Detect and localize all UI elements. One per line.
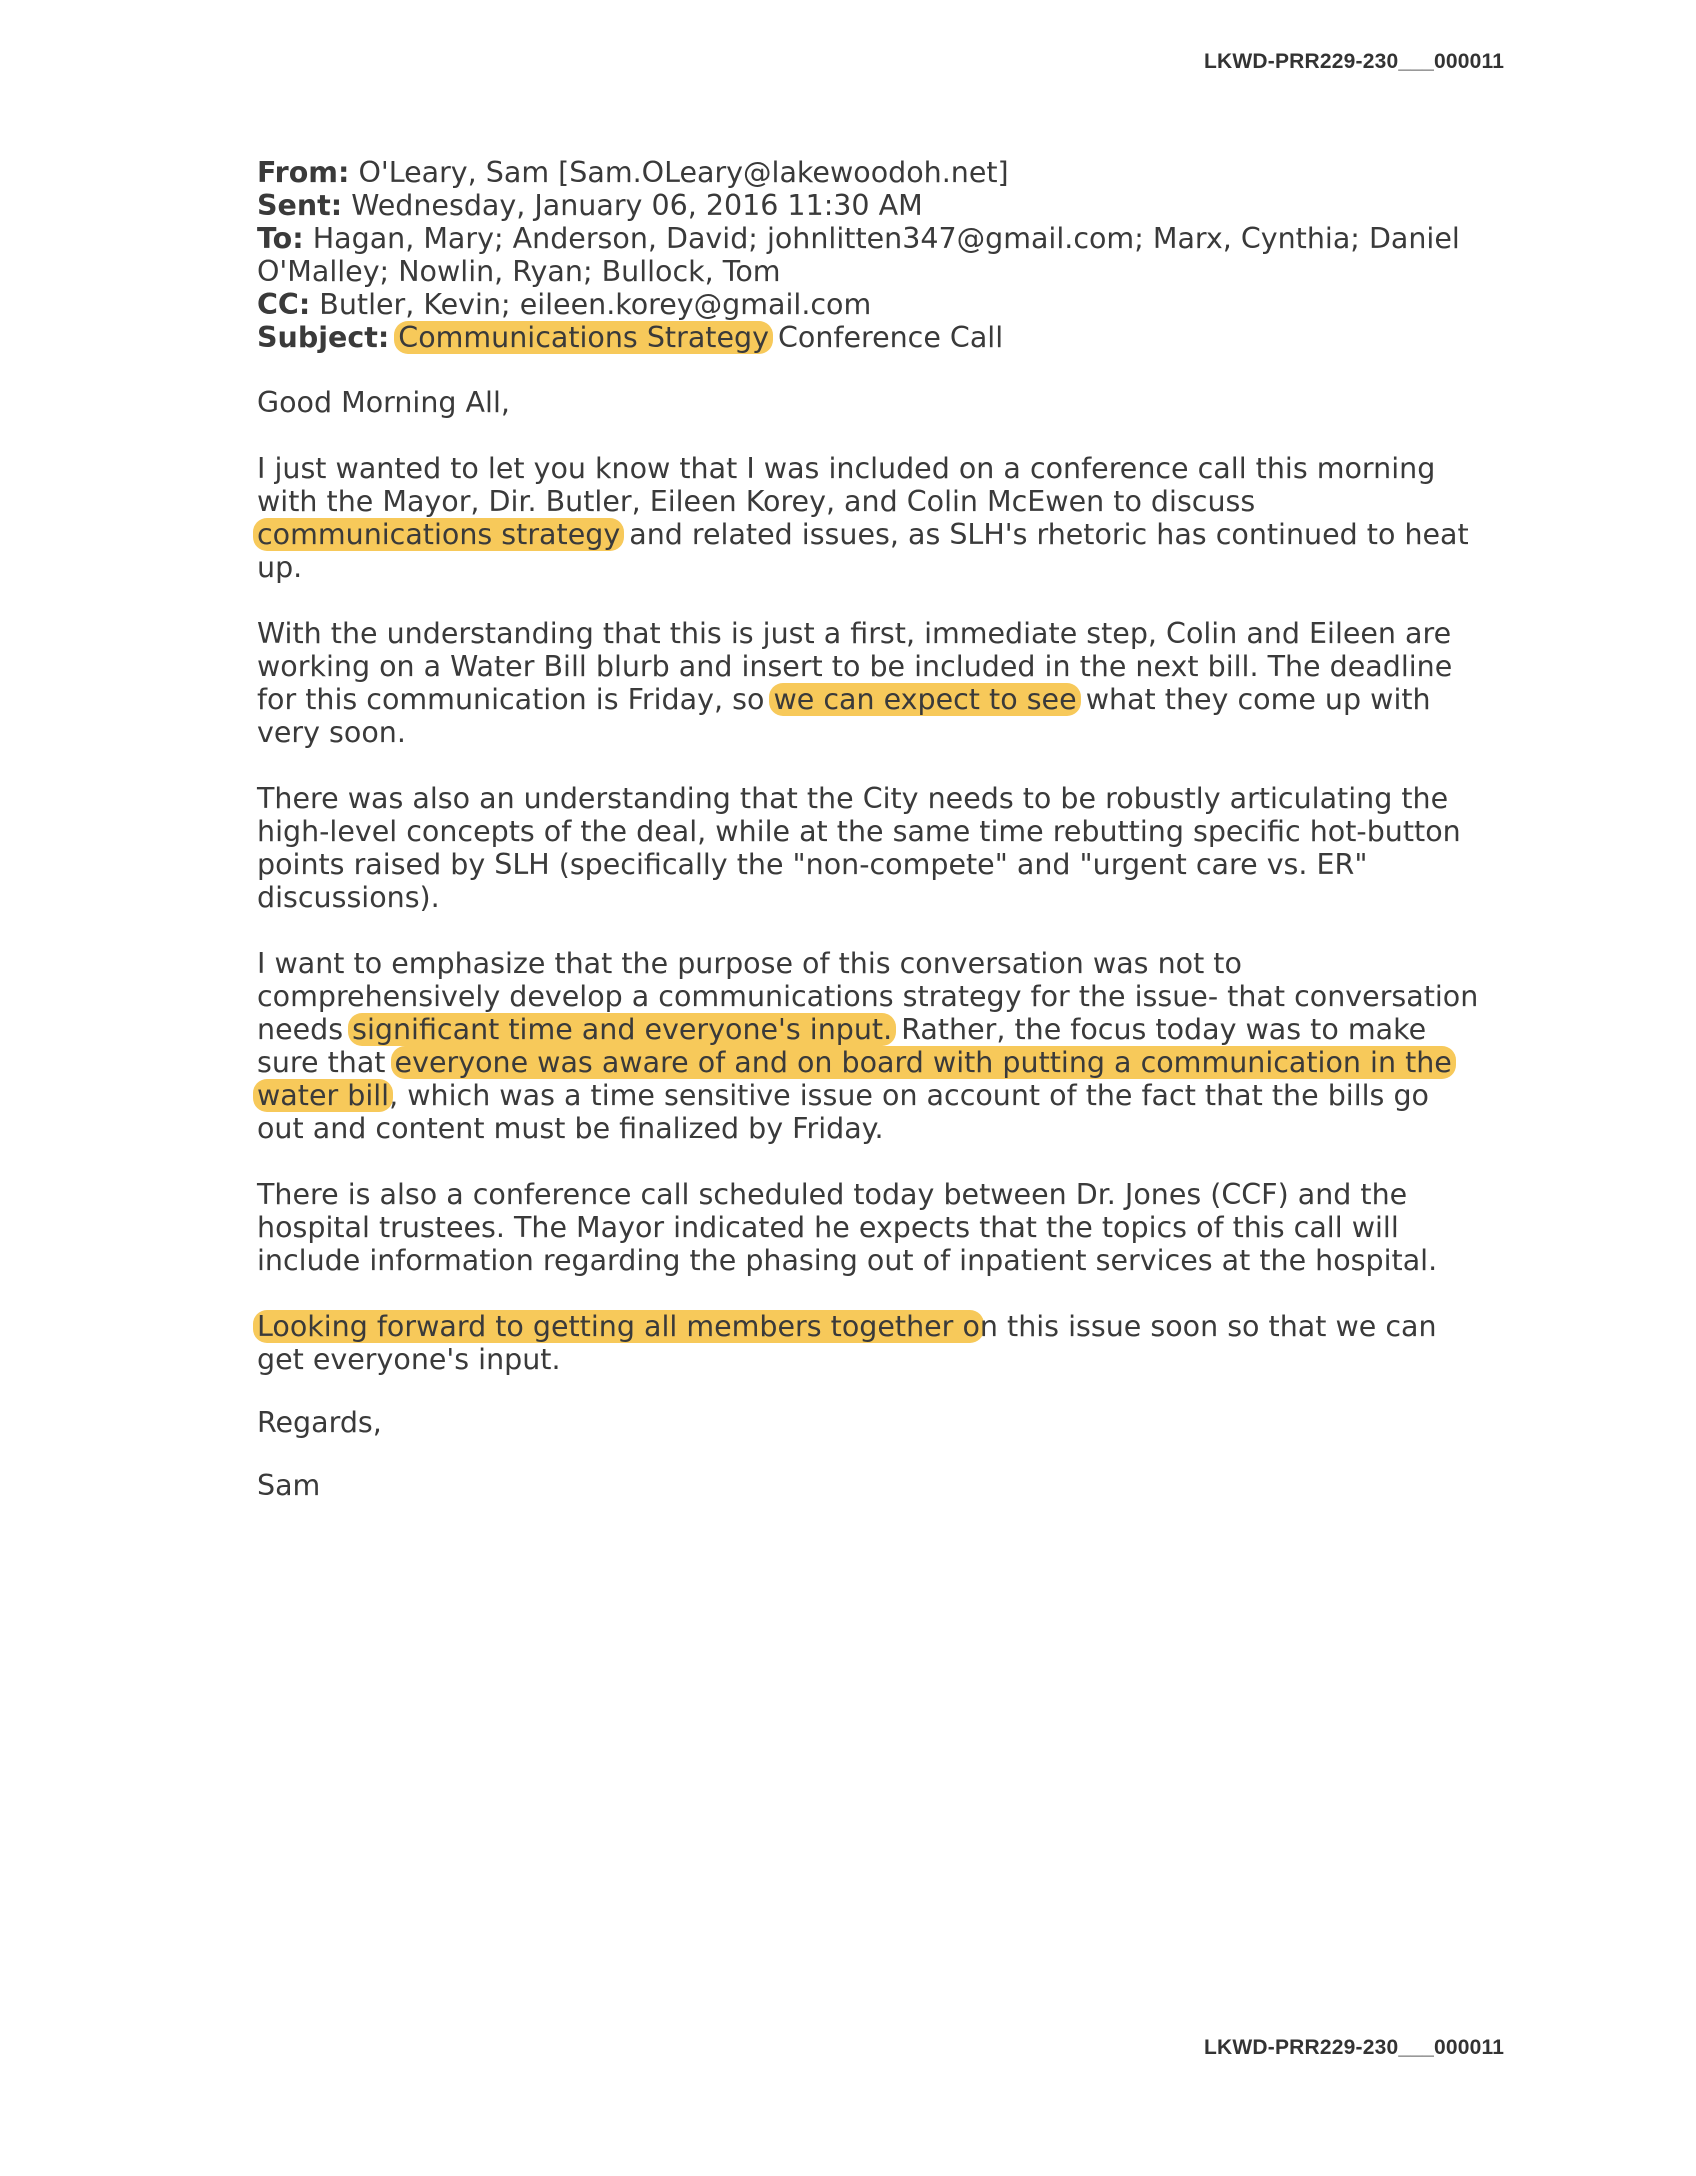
paragraph-1-text-b: and related issues, as SLH's rhetoric has continued to heat up. [257,518,1469,584]
paragraph-4 [257,947,1482,1145]
paragraph-4-highlight-1: significant time and everyone's input. [348,1013,896,1046]
sent-label: Sent: [257,189,343,222]
subject-line [257,321,1482,354]
paragraph-4-highlight-2: everyone was aware of and on board with putting a communication in the water bill [253,1046,1456,1112]
subject-rest: Conference Call [778,321,1004,354]
paragraph-2 [257,617,1482,749]
subject-label: Subject: [257,321,390,354]
paragraph-2-highlight: we can expect to see [769,683,1080,716]
to-line [257,222,1482,288]
paragraph-1 [257,452,1482,584]
paragraph-2-text-b: what they come up with very soon. [257,683,1431,749]
from-label: From: [257,156,350,189]
paragraph-2-text-a: With the understanding that this is just a first, immediate step, Colin and Eileen are working on a Water Bill blurb and insert to be included in the next bill. The deadline for this communication is Friday, so [257,617,1453,716]
signature: Sam [257,1469,321,1502]
paragraph-6 [257,1310,1482,1376]
paragraph-3: There was also an understanding that the City needs to be robustly articulating the high-level concepts of the deal, while at the same time rebutting specific hot-button points raised by SLH (specifically the "non-compete" and "urgent care vs. ER" discussions). [257,782,1461,914]
sent-value: Wednesday, January 06, 2016 11:30 AM [351,189,923,222]
email-document [257,156,1482,1502]
paragraph-4-text-a: I want to emphasize that the purpose of this conversation was not to comprehensively develop a communications strategy for the issue- that conversation needs [257,947,1479,1046]
paragraph-6-text: n this issue soon so that we can get everyone's input. [257,1310,1437,1376]
subject-highlight: Communications Strategy [394,321,773,354]
from-value: O'Leary, Sam [Sam.OLeary@lakewoodoh.net] [358,156,1009,189]
closing: Regards, [257,1406,382,1439]
email-header [257,156,1482,354]
paragraph-1-highlight: communications strategy [253,518,624,551]
to-label: To: [257,222,304,255]
from-line [257,156,1482,189]
paragraph-4-text-b: Rather, the focus today was to make sure that [257,1013,1427,1079]
paragraph-1-text-a: I just wanted to let you know that I was included on a conference call this morning with the Mayor, Dir. Butler, Eileen Korey, and Colin McEwen to discuss [257,452,1436,518]
sent-line [257,189,1482,222]
paragraph-5: There is also a conference call scheduled today between Dr. Jones (CCF) and the hospital trustees. The Mayor indicated he expects that the topics of this call will include information regarding the phasing out of inpatient services at the hospital. [257,1178,1438,1277]
cc-value: Butler, Kevin; eileen.korey@gmail.com [319,288,872,321]
cc-line [257,288,1482,321]
greeting: Good Morning All, [257,386,510,419]
bates-number-top: LKWD-PRR229-230___000011 [1204,50,1505,73]
bates-number-bottom: LKWD-PRR229-230___000011 [1204,2036,1505,2059]
paragraph-4-text-c: , which was a time sensitive issue on account of the fact that the bills go out and content must be finalized by Friday. [257,1079,1429,1145]
paragraph-6-highlight: Looking forward to getting all members together o [253,1310,984,1343]
cc-label: CC: [257,288,311,321]
to-value: Hagan, Mary; Anderson, David; johnlitten347@gmail.com; Marx, Cynthia; Daniel O'Malley; Nowlin, Ryan; Bullock, Tom [257,222,1460,288]
